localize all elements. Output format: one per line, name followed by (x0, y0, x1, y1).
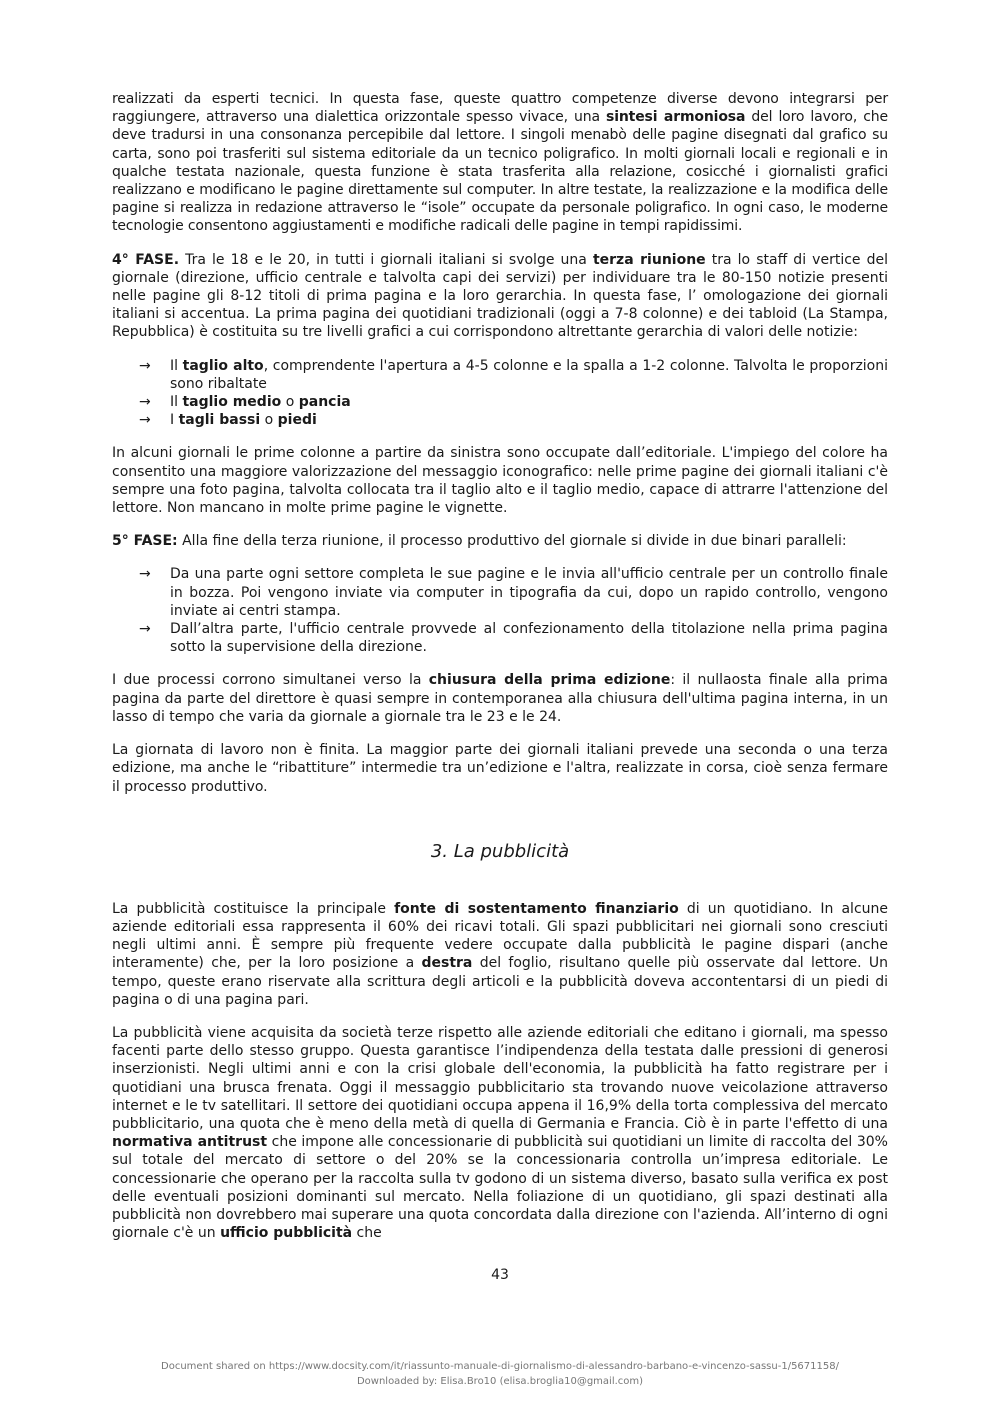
text-run: realizzati da esperti tecnici. In questa fase, queste quattro competenze diverse devono integrarsi per raggiungere, attraverso una dialettica orizzontale spesso vivace, una (112, 91, 888, 126)
text-run: o (260, 412, 278, 429)
text-run: o (281, 394, 299, 411)
text-run: di un quotidiano. In alcune aziende editoriali essa rappresenta il 60% dei ricavi totali. Gli spazi pubblicitari nei giornali sono cresciuti negli ultimi anni. È sempre più frequente vedere occupate dalla pubblicità le pagine dispari (anche interamente) che, per la loro posizione a (112, 900, 888, 972)
bold-term: normativa antitrust (112, 1134, 268, 1151)
text-run: La pubblicità costituisce la principale (112, 900, 395, 917)
section-title: 3. La pubblicità (430, 840, 570, 862)
arrow-icon: → (139, 621, 151, 638)
text-run: tra lo staff di vertice del giornale (direzione, ufficio centrale e talvolta capi dei servizi) per individuare tra le 80-150 notizie presenti nelle pagine gli 8-12 titoli di prima pagina e la loro gerarchia. In questa fase, l’ omologazione dei giornali italiani si accentua. La prima pagina dei quotidiani tradizionali (oggi a 7-8 colonne) e dei tabloid (La Stampa, Repubblica) è costituita su tre livelli grafici a cui corrispondono altrettante gerarchia di valori delle notizie: (112, 251, 888, 341)
text-run: che impone alle concessionarie di pubblicità sui quotidiani un limite di raccolta del 30% sul totale del mercato di settore o del 20% se la concessionaria controlla un’impresa editoriale. Le concessionarie che operano per la raccolta sulla tv godono di un sistema diverso, basato sulla verifica ex post delle eventuali posizioni dominanti sul mercato. Nella foliazione di un quotidiano, gli spazi destinati alla pubblicità non dovrebbero mai superare una quota concordata dalla direzione con l'azienda. All’interno di ogni giornale c'è un (112, 1134, 888, 1242)
bold-term: fonte di sostentamento finanziario (394, 900, 679, 917)
text-run: , comprendente l'apertura a 4-5 colonne e la spalla a 1-2 colonne. Talvolta le proporzioni sono ribaltate (170, 357, 889, 392)
paragraph-pubblicita-2 (112, 1024, 888, 1242)
bold-term: taglio alto (182, 357, 264, 374)
list-item (112, 620, 888, 656)
bold-term: ufficio pubblicità (220, 1225, 353, 1242)
bold-term: destra (421, 955, 473, 972)
list-tagli (112, 357, 888, 430)
arrow-icon: → (139, 357, 151, 374)
list-item (112, 411, 888, 429)
arrow-icon: → (139, 394, 151, 411)
phase-label: 5° FASE: (112, 533, 178, 550)
paragraph-editoriale: In alcuni giornali le prime colonne a partire da sinistra sono occupate dall’editoriale. L'impiego del colore ha consentito una maggiore valorizzazione del messaggio iconografico: nelle prime pagine dei giornali italiani c'è sempre una foto pagina, talvolta collocata tra il taglio alto e il taglio medio, capace di attrarre l'attenzione del lettore. Non mancano in molte prime pagine le vignette. (112, 445, 888, 517)
list-item (112, 393, 888, 411)
bold-term: pancia (298, 394, 351, 411)
text-run: Il (170, 394, 183, 411)
arrow-icon: → (139, 412, 151, 429)
bold-term: terza riunione (592, 251, 706, 268)
list-item (112, 357, 888, 393)
footer-download-info: Downloaded by: Elisa.Bro10 (elisa.broglia10@gmail.com) (356, 1376, 644, 1387)
text-run: Da una parte ogni settore completa le sue pagine e le invia all'ufficio centrale per un controllo finale in bozza. Poi vengono inviate via computer in tipografia da cui, dopo un rapido controllo, vengono inviate ai centri stampa. (170, 566, 888, 619)
page-body (112, 90, 888, 1242)
list-item (112, 565, 888, 620)
paragraph-fase-5 (112, 532, 888, 550)
bold-term: sintesi armoniosa (606, 109, 746, 126)
text-run: del loro lavoro, che deve tradursi in una consonanza percepibile dal lettore. I singoli menabò delle pagine disegnati dal grafico su carta, sono poi trasferiti sul sistema editoriale da un tecnico poligrafico. In molti giornali locali e regionali e in qualche testata nazionale, questa funzione è stata trasferita alla relazione, cosicché i giornalisti grafici realizzano e modificano le pagine direttamente sul computer. In altre testate, la realizzazione e la modifica delle pagine si realizza in redazione attraverso le “isole” occupate da personale poligrafico. In ogni caso, le moderne tecnologie consentono aggiustamenti e modifiche radicali delle pagine in tempi rapidissimi. (112, 109, 888, 235)
text-run: Tra le 18 e le 20, in tutti i giornali italiani si svolge una (179, 251, 593, 268)
text-run: che (352, 1225, 382, 1242)
page-number: 43 (491, 1267, 509, 1283)
paragraph-giornata: La giornata di lavoro non è finita. La maggior parte dei giornali italiani prevede una seconda o una terza edizione, ma anche le “ribattiture” intermedie tra un’edizione e l'altra, realizzate in corsa, cioè senza fermare il processo produttivo. (112, 742, 888, 795)
list-binari (112, 565, 888, 656)
text-run: Il (170, 357, 183, 374)
document-footer (0, 1359, 1000, 1389)
footer-source-link[interactable]: Document shared on https://www.docsity.com/it/riassunto-manuale-di-giornalismo-di-alessandro-barbano-e-vincenzo-sassu-1/5671158/ (161, 1361, 839, 1372)
bold-term: tagli bassi (178, 412, 261, 429)
text-run: Dall’altra parte, l'ufficio centrale provvede al confezionamento della titolazione nella prima pagina sotto la supervisione della direzione. (170, 621, 888, 656)
text-run: I due processi corrono simultanei verso la (112, 672, 429, 689)
paragraph-fase-4 (112, 251, 888, 342)
paragraph-intro (112, 90, 888, 236)
text-run: Alla fine della terza riunione, il processo produttivo del giornale si divide in due binari paralleli: (177, 533, 847, 550)
paragraph-pubblicita-1 (112, 900, 888, 1009)
text-run: La pubblicità viene acquisita da società terze rispetto alle aziende editoriali che editano i giornali, ma spesso facenti parte dello stesso gruppo. Questa garantisce l’indipendenza della testata dalle pressioni di generosi inserzionisti. Negli ultimi anni e con la crisi globale dell'economia, la pubblicità ha fatto registrare per i quotidiani una brusca frenata. Oggi il messaggio pubblicitario sta trovando nuove veicolazione attraverso internet e le tv satellitari. Il settore dei quotidiani occupa appena il 16,9% della torta complessiva del mercato pubblicitario, una quota che è meno della metà di quella di Germania e Francia. Ciò è in parte l'effetto di una (112, 1024, 888, 1132)
text-run: : il nullaosta finale alla prima pagina da parte del direttore è quasi sempre in contemporanea alla chiusura dell'ultima pagina interna, in un lasso di tempo che varia da giornale a giornale tra le 23 e le 24. (112, 672, 888, 725)
bold-term: taglio medio (182, 394, 282, 411)
bold-term: chiusura della prima edizione (428, 672, 671, 689)
paragraph-chiusura (112, 671, 888, 726)
text-run: I (170, 412, 179, 429)
arrow-icon: → (139, 566, 151, 583)
phase-label: 4° FASE. (112, 251, 180, 268)
bold-term: piedi (277, 412, 317, 429)
text-run: del foglio, risultano quelle più osservate dal lettore. Un tempo, queste erano riservate alla scrittura degli articoli e la pubblicità doveva accontentarsi di un piedi di pagina o di una pagina pari. (112, 955, 889, 1008)
